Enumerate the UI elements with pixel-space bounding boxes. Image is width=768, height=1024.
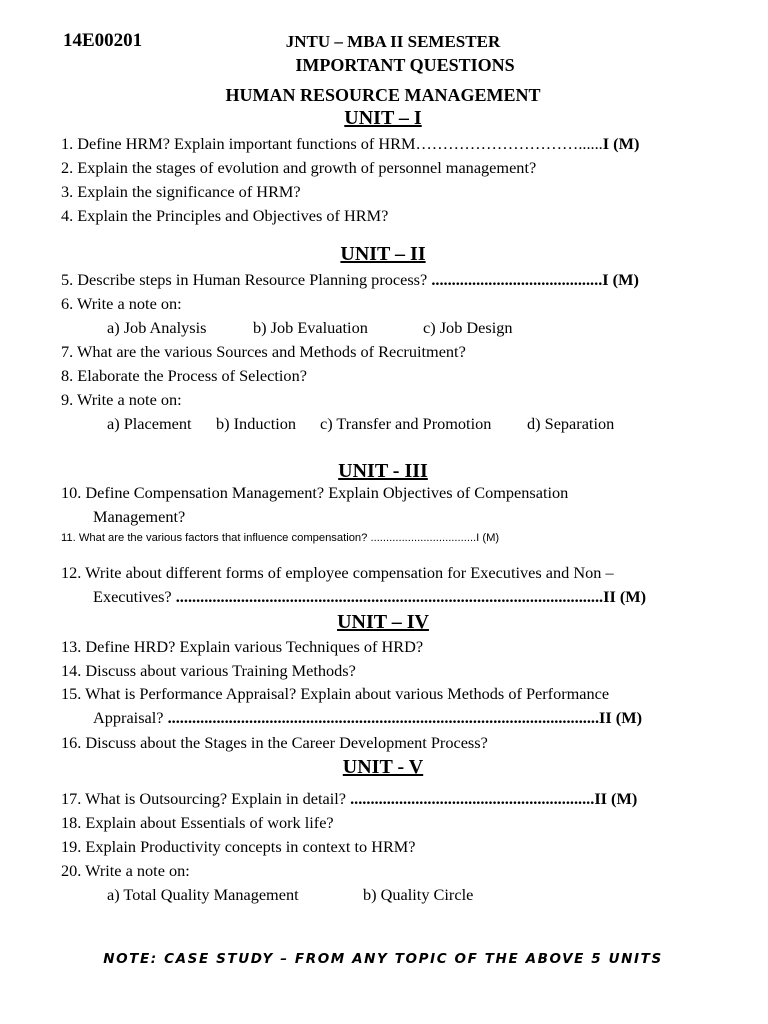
question-12-reference: .........................................................................................................II (M) (175, 587, 647, 606)
question-20-option-b: b) Quality Circle (363, 885, 474, 904)
question-6: 6. Write a note on: (61, 294, 182, 313)
question-1-text: 1. Define HRM? Explain important functions of HRM…………………………...... (61, 134, 603, 153)
question-9-option-a: a) Placement (107, 414, 192, 433)
question-15-reference: ..........................................................................................................II (M) (167, 708, 642, 727)
question-15: 15. What is Performance Appraisal? Explain about various Methods of Performance (61, 684, 610, 703)
question-9-option-c: c) Transfer and Promotion (320, 414, 492, 433)
case-study-note: NOTE: CASE STUDY – FROM ANY TOPIC OF THE ABOVE 5 UNITS (103, 951, 663, 967)
question-17 (61, 789, 637, 809)
question-1 (61, 134, 639, 154)
question-14: 14. Discuss about various Training Methods? (61, 661, 356, 680)
question-17-reference: ............................................................II (M) (350, 789, 638, 808)
question-6-option-b: b) Job Evaluation (253, 318, 368, 337)
unit-3-heading: UNIT - III (338, 460, 428, 482)
question-13: 13. Define HRD? Explain various Techniques of HRD? (61, 637, 424, 656)
question-7: 7. What are the various Sources and Methods of Recruitment? (61, 342, 466, 361)
question-11: 11. What are the various factors that influence compensation? ..................................I (M) (61, 532, 500, 544)
question-12-continuation (93, 587, 646, 607)
question-9: 9. Write a note on: (61, 390, 182, 409)
question-17-text: 17. What is Outsourcing? Explain in detail? (61, 789, 351, 808)
unit-2-heading: UNIT – II (340, 243, 426, 265)
subject-title: HUMAN RESOURCE MANAGEMENT (225, 85, 541, 105)
unit-1-heading: UNIT – I (344, 107, 422, 129)
question-5-text: 5. Describe steps in Human Resource Planning process? (61, 270, 432, 289)
question-1-reference: I (M) (602, 134, 640, 153)
question-10: 10. Define Compensation Management? Explain Objectives of Compensation (61, 483, 569, 502)
question-5 (61, 270, 639, 290)
question-15-continuation (93, 708, 642, 728)
question-6-option-c: c) Job Design (423, 318, 513, 337)
question-5-reference: ..........................................I (M) (431, 270, 639, 289)
question-8: 8. Elaborate the Process of Selection? (61, 366, 307, 385)
question-12: 12. Write about different forms of employee compensation for Executives and Non – (61, 563, 614, 582)
question-2: 2. Explain the stages of evolution and growth of personnel management? (61, 158, 537, 177)
question-16: 16. Discuss about the Stages in the Career Development Process? (61, 733, 488, 752)
question-20-option-a: a) Total Quality Management (107, 885, 299, 904)
important-questions-heading: IMPORTANT QUESTIONS (295, 55, 515, 75)
question-9-option-b: b) Induction (216, 414, 297, 433)
question-19: 19. Explain Productivity concepts in context to HRM? (61, 837, 416, 856)
question-18: 18. Explain about Essentials of work life? (61, 813, 334, 832)
question-3: 3. Explain the significance of HRM? (61, 182, 301, 201)
question-10-continuation: Management? (93, 507, 186, 526)
unit-5-heading: UNIT - V (342, 756, 424, 778)
university-semester-heading: JNTU – MBA II SEMESTER (285, 32, 501, 51)
question-20: 20. Write a note on: (61, 861, 190, 880)
question-15-text: Appraisal? (93, 708, 168, 727)
unit-4-heading: UNIT – IV (337, 611, 429, 633)
question-6-option-a: a) Job Analysis (107, 318, 207, 337)
subject-code: 14E00201 (63, 30, 143, 51)
question-12-text: Executives? (93, 587, 176, 606)
question-4: 4. Explain the Principles and Objectives of HRM? (61, 206, 389, 225)
question-9-option-d: d) Separation (527, 414, 615, 433)
